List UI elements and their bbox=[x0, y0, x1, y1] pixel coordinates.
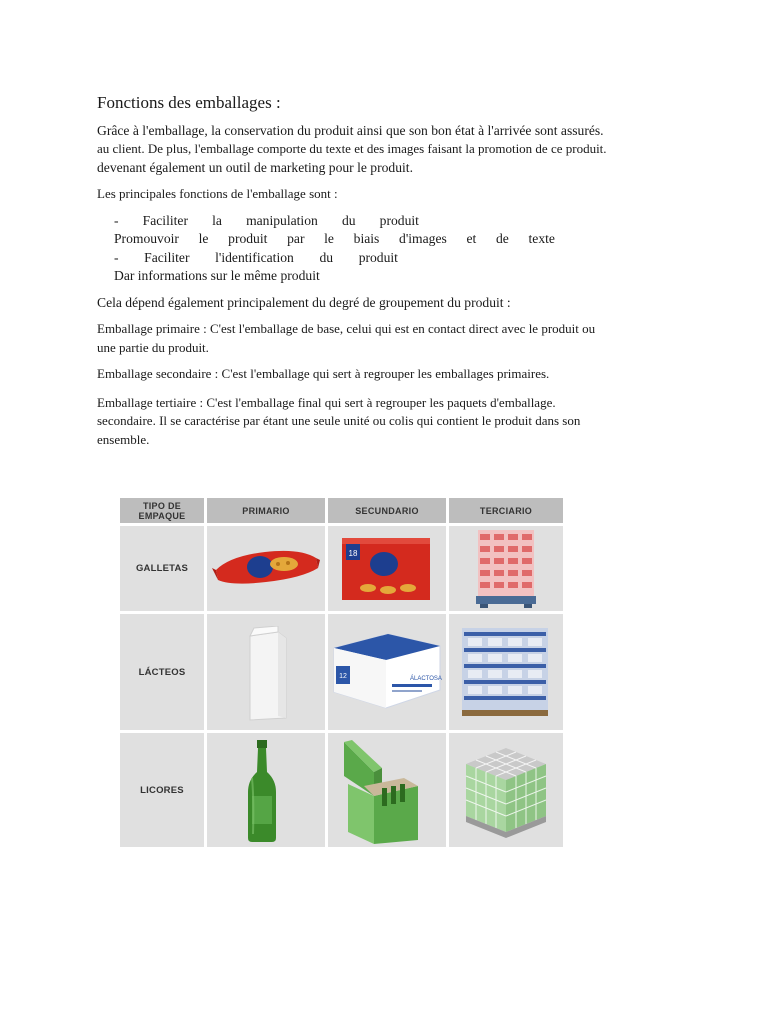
six-pack-carrier-image bbox=[334, 736, 442, 846]
function-item-3 bbox=[114, 249, 398, 268]
box-count-label: 18 bbox=[348, 549, 358, 558]
cookie-box-image bbox=[338, 534, 434, 604]
function-item-1 bbox=[114, 212, 419, 231]
function-word: - bbox=[114, 249, 119, 265]
function-word: l'identification bbox=[215, 249, 294, 265]
grid-line bbox=[446, 498, 449, 847]
milk-box-brand: ÁLACTOSA bbox=[410, 676, 442, 682]
function-word: la bbox=[212, 212, 222, 228]
cookie-pallet-image bbox=[472, 526, 542, 610]
function-word: - bbox=[114, 212, 119, 228]
packaging-table bbox=[120, 498, 563, 847]
secondary-definition: Emballage secondaire : C'est l'emballage qui sert à regrouper les emballages primaires. bbox=[97, 366, 550, 381]
row-label-licores: LICORES bbox=[140, 784, 184, 796]
function-word: et bbox=[466, 231, 477, 246]
tertiary-line-1: Emballage tertiaire : C'est l'emballage final qui sert à regrouper les paquets d'emballage. bbox=[97, 394, 556, 410]
function-item-2 bbox=[114, 230, 555, 249]
milk-carton-image bbox=[240, 626, 292, 722]
function-word: Faciliter bbox=[142, 212, 188, 228]
cookie-pack-image bbox=[210, 538, 322, 598]
function-word: manipulation bbox=[246, 212, 318, 228]
function-word: produit bbox=[379, 212, 419, 228]
page-title: Fonctions des emballages : bbox=[97, 93, 281, 112]
primary-definition bbox=[97, 320, 657, 357]
header-primario: PRIMARIO bbox=[207, 498, 325, 523]
function-word: produit bbox=[228, 231, 268, 246]
functions-list bbox=[97, 212, 657, 286]
function-word: le bbox=[324, 231, 334, 246]
tertiary-definition bbox=[97, 394, 657, 450]
row-label-lacteos: LÁCTEOS bbox=[138, 666, 186, 678]
function-item-4 bbox=[114, 267, 657, 286]
milk-box-count: 12 bbox=[339, 673, 347, 680]
function-word: du bbox=[341, 212, 356, 228]
intro-paragraph bbox=[97, 122, 657, 178]
beer-bottle-image bbox=[244, 738, 280, 844]
grid-line bbox=[120, 730, 563, 733]
header-line-2: EMPAQUE bbox=[138, 510, 186, 521]
function-word: le bbox=[198, 231, 209, 246]
function-word: d'images bbox=[399, 231, 447, 246]
intro-line-1: Grâce à l'emballage, la conservation du produit ainsi que son bon état à l'arrivée sont assurés. bbox=[97, 122, 604, 138]
function-word: Promouvoir bbox=[114, 231, 179, 246]
header-secundario: SECUNDARIO bbox=[328, 498, 446, 523]
liquor-pallet-image bbox=[460, 742, 552, 838]
grid-line bbox=[120, 611, 563, 614]
header-line-1: TIPO DE bbox=[142, 500, 182, 511]
row-label-galletas: GALLETAS bbox=[135, 563, 189, 574]
primary-line-2: une partie du produit. bbox=[97, 339, 209, 355]
functions-heading: Les principales fonctions de l'emballage sont : bbox=[97, 186, 338, 201]
primary-line-1: Emballage primaire : C'est l'emballage de base, celui qui est en contact direct avec le produit ou bbox=[97, 321, 596, 336]
header-tipo-de-empaque bbox=[120, 498, 204, 523]
function-word: du bbox=[319, 249, 334, 265]
intro-line-3: devenant également un outil de marketing pour le produit. bbox=[97, 159, 413, 175]
grouping-sentence: Cela dépend également principalement du degré de groupement du produit : bbox=[97, 294, 511, 310]
milk-pallet-image bbox=[458, 624, 552, 718]
intro-line-2: au client. De plus, l'emballage comporte du texte et des images faisant la promotion de ce produit. bbox=[97, 141, 607, 156]
function-word: Faciliter bbox=[144, 249, 190, 265]
function-word: de bbox=[495, 231, 509, 246]
grid-line bbox=[204, 498, 207, 847]
function-item-4-text: Dar informations sur le même produit bbox=[114, 268, 320, 283]
function-word: texte bbox=[528, 231, 555, 246]
function-word: biais bbox=[353, 231, 380, 246]
header-terciario: TERCIARIO bbox=[449, 498, 563, 523]
tertiary-line-2: secondaire. Il se caractérise par étant une seule unité ou colis qui contient le produit dans son bbox=[97, 413, 581, 428]
function-word: produit bbox=[358, 249, 398, 265]
document-body bbox=[97, 94, 657, 457]
function-word: par bbox=[287, 231, 305, 246]
milk-box-image bbox=[328, 626, 444, 714]
tertiary-line-3: ensemble. bbox=[97, 431, 150, 447]
